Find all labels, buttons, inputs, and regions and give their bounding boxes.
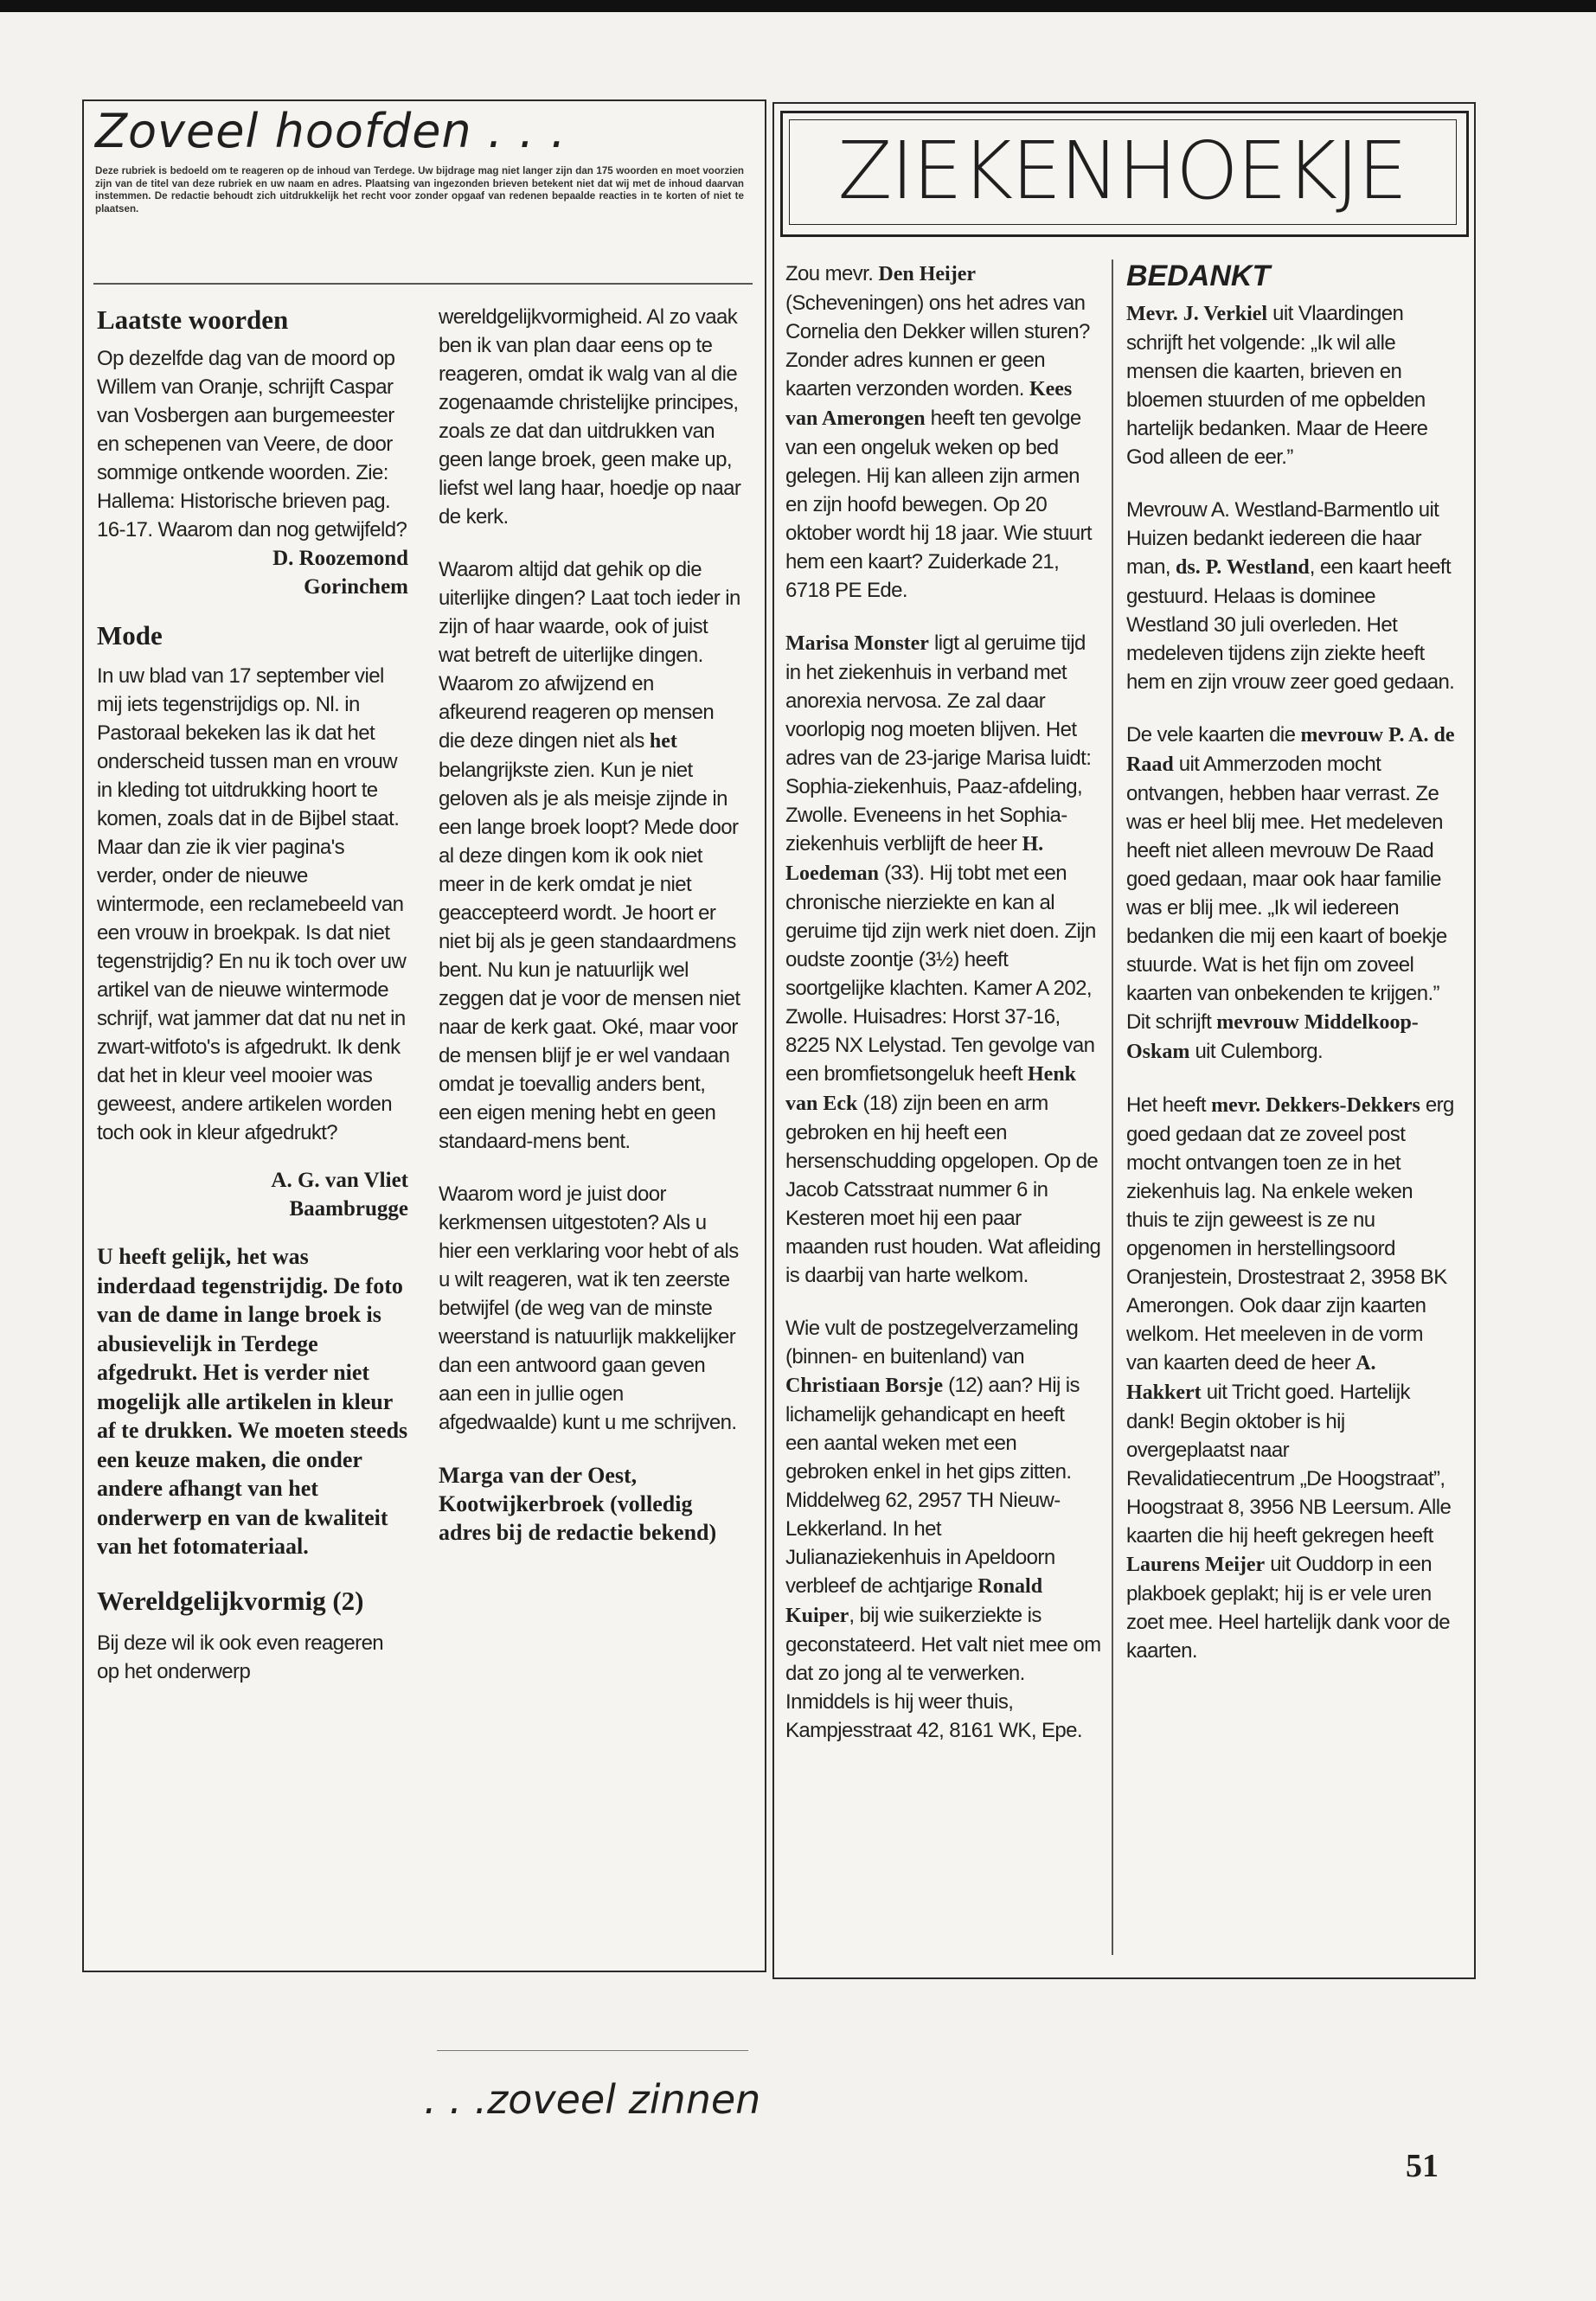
notice-text: Het heeft mevr. Dekkers-Dekkers erg goed gedaan dat ze zoveel post mocht ontvangen toen ze in het ziekenhuis lag. Na enkele weken thuis te zijn geweest is ze nu opgenomen in herstellingsoord Oranjestein, Drostestraat 2, 3958 BK Amerongen. Ook daar zijn kaarten welkom. Het meeleven in de vorm van kaarten deed de heer A. Hakkert uit Tricht goed. Hartelijk dank! Begin oktober is hij overgeplaatst naar Revalidatiecentrum „De Hoogstraat”, Hoogstraat 8, 3956 NB Leersum. Alle kaarten die hij heeft gekregen heeft Laurens Meijer uit Ouddorp in een plakboek geplakt; hij is er vele uren zoet mee. Heel hartelijk dank voor de kaarten. [1126, 1093, 1454, 1663]
letter-signature: D. Roozemond [272, 547, 408, 570]
letter-text: Waarom word je juist door kerkmensen uitgestoten? Als u hier een verklaring voor hebt of als u wilt reageren, wat ik ten zeerste betwijfel (de weg van de minste weerstand is natuurlijk makkelijker dan een antwoord gaan geven aan een in jullie ogen afgedwaalde) kunt u me schrijven. [439, 1183, 739, 1434]
divider [437, 2050, 748, 2051]
column-divider [1112, 260, 1113, 1955]
letter-title: Wereldgelijkvormig (2) [97, 1585, 364, 1616]
letters-column-2 [439, 303, 743, 1547]
letter-title: Laatste woorden [97, 304, 289, 335]
ziekenhoekje-column-1 [785, 260, 1101, 1745]
notice-text: Mevr. J. Verkiel uit Vlaardingen schrijft het volgende: „Ik wil alle mensen die kaarten, brieven en bloemen stuurden of me opbelden hartelijk bedanken. Maar de Heere God alleen de eer.” [1126, 302, 1428, 469]
letter-text: Waarom altijd dat gehik op die uiterlijke dingen? Laat toch ieder in zijn of haar waarde, ook of juist wat betreft de uiterlijke dingen. Waarom zo afwijzend en afkeurend reageren op mensen die deze dingen niet als het belangrijkste zien. Kun je niet geloven als je als meisje zijnde in een lange broek loopt? Mede door al deze dingen kom ik ook niet meer in de kerk omdat je niet geaccepteerd wordt. Je hoort er niet bij als je geen standaardmens bent. Nu kun je natuurlijk wel zeggen dat je voor de mensen niet naar de kerk gaat. Oké, maar voor de mensen blijf je er wel vandaan omdat je toevallig anders bent, een eigen mening hebt en geen standaard-mens bent. [439, 558, 740, 1153]
letter-text: In uw blad van 17 september viel mij iets tegenstrijdigs op. Nl. in Pastoraal bekeken las ik dat het onderscheid tussen man en vrouw in kleding tot uitdrukking hoort te komen, zoals dat in de Bijbel staat. Maar dan zie ik vier pagina's verder, onder de nieuwe wintermode, een reclamebeeld van een vrouw in broekpak. Is dat niet tegenstrijdig? En nu ik toch over uw artikel van de nieuwe wintermode schrijf, wat jammer dat dat nu net in zwart-witfoto's is afgedrukt. Ik denk dat het in kleur veel mooier was geweest, andere artikelen worden toch ook in kleur afgedrukt? [97, 664, 407, 1144]
notice-text: Marisa Monster ligt al geruime tijd in het ziekenhuis in verband met anorexia nervosa. Ze zal daar voorlopig nog moeten blijven. Het adres van de 23-jarige Marisa luidt: Sophia-ziekenhuis, Paaz-afdeling, Zwolle. Eveneens in het Sophia-ziekenhuis verblijft de heer H. Loedeman (33). Hij tobt met een chronische nierziekte en kan al geruime tijd zijn werk niet doen. Zijn oudste zoontje (3½) heeft soortgelijke klachten. Kamer A 202, Zwolle. Huisadres: Horst 37-16, 8225 NX Lelystad. Ten gevolge van een bromfietsongeluk heeft Henk van Eck (18) zijn been en arm gebroken en hij heeft een hersenschudding opgelopen. Op de Jacob Catsstraat nummer 6 in Kesteren moet hij een paar maanden rust houden. Wat afleiding is daarbij van harte welkom. [785, 631, 1101, 1287]
top-rule [0, 0, 1596, 12]
notice-text: Zou mevr. Den Heijer (Scheveningen) ons het adres van Cornelia den Dekker willen sturen? Zonder adres kunnen er geen kaarten verzonden worden. Kees van Amerongen heeft ten gevolge van een ongeluk weken op bed gelegen. Hij kan alleen zijn armen en zijn hoofd bewegen. Op 20 oktober wordt hij 18 jaar. Wie stuurt hem een kaart? Zuiderkade 21, 6718 PE Ede. [785, 262, 1092, 602]
notice-text: De vele kaarten die mevrouw P. A. de Raad uit Ammerzoden mocht ontvangen, hebben haar verrast. Ze was er heel blij mee. Het medeleven heeft niet alleen mevrouw De Raad goed gedaan, maar ook haar familie was er blij mee. „Ik wil iedereen bedanken die mij een kaart of boekje stuurde. Wat is het fijn om zoveel kaarten van onbekenden te krijgen.” Dit schrijft mevrouw Middelkoop-Oskam uit Culemborg. [1126, 723, 1455, 1063]
notice-text: Wie vult de postzegelverzameling (binnen- en buitenland) van Christiaan Borsje (12) aan? Hij is lichamelijk gehandicapt en heeft een aantal weken met een gebroken enkel in het gips zitten. Middelweg 62, 2957 TH Nieuw-Lekkerland. In het Julianaziekenhuis in Apeldoorn verbleef de achtjarige Ronald Kuiper, bij wie suikerziekte is geconstateerd. Het valt niet mee om dat zo jong al te verwerken. Inmiddels is hij weer thuis, Kampjesstraat 42, 8161 WK, Epe. [785, 1317, 1101, 1742]
ziekenhoekje-heading: ZIEKENHOEKJE [837, 125, 1407, 217]
letter-signature: A. G. van Vliet [271, 1169, 408, 1192]
letter-signature-place: Baambrugge [289, 1197, 408, 1221]
section-footer-heading: . . .zoveel zinnen [424, 2076, 761, 2123]
notice-text: Mevrouw A. Westland-Barmentlo uit Huizen bedankt iedereen die haar man, ds. P. Westland, een kaart heeft gestuurd. Helaas is dominee Westland 30 juli overleden. Het medeleven tijdens zijn ziekte heeft hem en zijn vrouw zeer goed gedaan. [1126, 498, 1455, 694]
editorial-reply: U heeft gelijk, het was inderdaad tegenstrijdig. De foto van de dame in lange broek is abusievelijk in Terdege afgedrukt. Het is verder niet mogelijk alle artikelen in kleur af te drukken. We moeten steeds een keuze maken, die onder andere afhangt van het onderwerp en van de kwaliteit van het fotomateriaal. [97, 1244, 408, 1559]
section-heading: Zoveel hoofden . . . [95, 104, 567, 158]
ziekenhoekje-column-2 [1126, 258, 1455, 1665]
letters-column-1 [97, 303, 408, 1686]
letter-signature-place: Gorinchem [304, 575, 408, 599]
letter-title: Mode [97, 620, 163, 651]
letter-signature: Marga van der Oest, Kootwijkerbroek (volledig adres bij de redactie bekend) [439, 1463, 717, 1545]
page-number: 51 [1406, 2148, 1439, 2184]
letter-text: wereldgelijkvormigheid. Al zo vaak ben ik van plan daar eens op te reageren, omdat ik walg van al die zogenaamde christelijke principes, zoals ze dat dan uitdrukken van geen lange broek, geen make up, liefst wel lang haar, hoedje op naar de kerk. [439, 305, 741, 529]
rubric-intro: Deze rubriek is bedoeld om te reageren op de inhoud van Terdege. Uw bijdrage mag niet langer zijn dan 175 woorden en moet voorzien zijn van de titel van deze rubriek en uw naam en adres. Plaatsing van ingezonden brieven betekent niet dat wij met de inhoud daarvan instemmen. De redactie behoudt zich uitdrukkelijk het recht voor zonder opgaaf van redenen bepaalde reacties in te korten of niet te plaatsen. [95, 165, 744, 215]
letter-text: Op dezelfde dag van de moord op Willem van Oranje, schrijft Caspar van Vosbergen aan burgemeester en schepenen van Veere, de door sommige ontkende woorden. Zie: Hallema: Historische brieven pag. 16-17. Waarom dan nog getwijfeld? [97, 347, 407, 542]
bedankt-heading: BEDANKT [1126, 260, 1271, 292]
divider [93, 283, 753, 285]
letter-text: Bij deze wil ik ook even reageren op het onderwerp [97, 1631, 384, 1683]
